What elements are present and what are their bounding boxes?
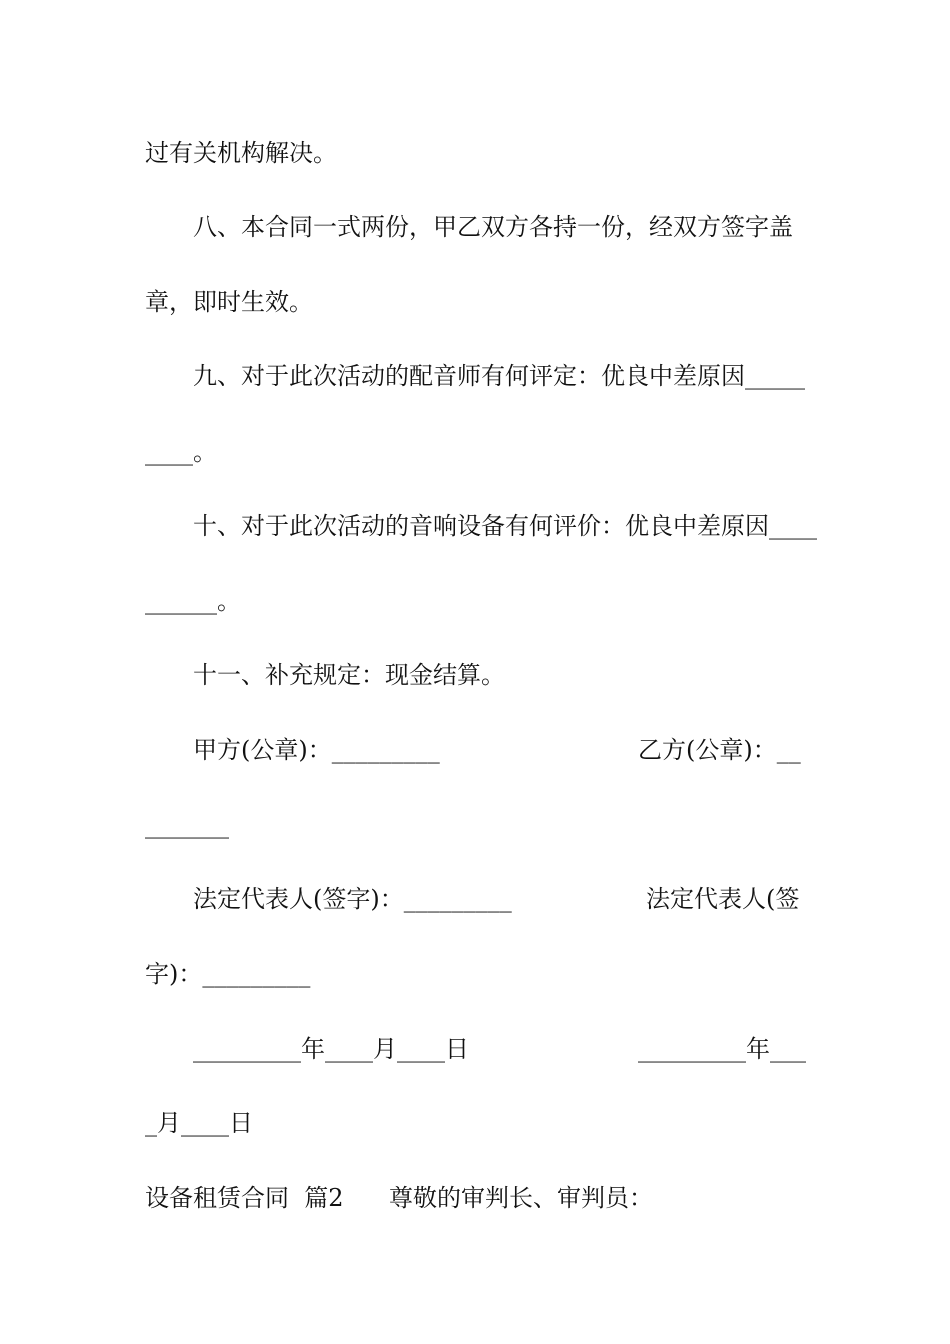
paragraph-line: 过有关机构解决。 (145, 139, 337, 167)
party-b-representative-cont: 字)：_________ (145, 960, 311, 988)
salutation: 尊敬的审判长、审判员： (389, 1184, 653, 1212)
party-a-seal: 甲方(公章)：_________ (193, 736, 440, 764)
party-a-date: _________年____月____日 (193, 1035, 469, 1063)
party-b-seal: 乙方(公章)：__ (638, 736, 801, 764)
clause-9-cont: ____。 (145, 438, 217, 466)
party-b-date-cont: _月____日 (145, 1109, 253, 1137)
party-b-representative: 法定代表人(签 (646, 885, 800, 913)
clause-8-line: 八、本合同一式两份，甲乙双方各持一份，经双方签字盖 (193, 213, 793, 241)
section-title: 设备租赁合同 篇2 (145, 1184, 344, 1212)
clause-10-line: 十、对于此次活动的音响设备有何评价：优良中差原因____ (193, 512, 817, 540)
party-a-representative: 法定代表人(签字)：_________ (193, 885, 512, 913)
clause-8-cont: 章，即时生效。 (145, 288, 313, 316)
clause-9-line: 九、对于此次活动的配音师有何评定：优良中差原因_____ (193, 362, 805, 390)
party-b-seal-cont: _______ (145, 811, 229, 839)
clause-11-line: 十一、补充规定：现金结算。 (193, 661, 505, 689)
party-b-date: _________年___ (638, 1035, 806, 1063)
clause-10-cont: ______。 (145, 587, 241, 615)
